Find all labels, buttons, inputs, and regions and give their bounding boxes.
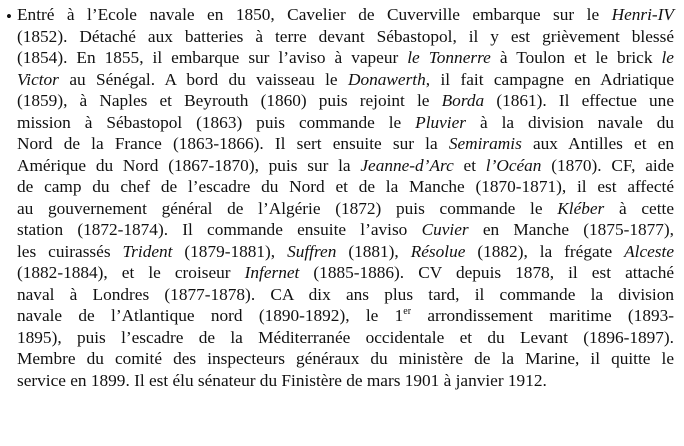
text-segment: Entré à l’Ecole navale en 1850, Cavelier de Cuverville embarque sur le xyxy=(17,5,612,24)
text-segment: naval à Londres (1877-1878). CA dix ans plus tard, il commande la division xyxy=(17,284,674,304)
text-line xyxy=(17,90,674,112)
text-segment: (1861). Il effectue une xyxy=(484,91,674,110)
text-segment: service en 1899. Il est élu sénateur du Finistère de mars 1901 à janvier 1912. xyxy=(17,370,547,390)
text-line xyxy=(17,133,674,155)
italic-ship-name: Infernet xyxy=(244,263,300,282)
italic-ship-name: Victor xyxy=(17,69,59,89)
text-segment: station (1872-1874). Il commande ensuite l’aviso xyxy=(17,220,422,239)
text-segment: au Sénégal. A bord du vaisseau le xyxy=(58,69,348,89)
text-segment: aux Antilles et en xyxy=(521,134,674,153)
text-segment: et xyxy=(453,155,486,175)
text-line xyxy=(17,370,674,392)
text-segment: (1881), xyxy=(336,241,411,261)
italic-ship-name: Jeanne-d’Arc xyxy=(360,155,454,175)
text-segment: de camp du chef de l’escadre du Nord et de la Manche (1870-1871), il est affecté xyxy=(17,177,674,196)
text-line xyxy=(17,112,674,134)
text-segment: mission à Sébastopol (1863) puis commande le xyxy=(17,112,416,132)
text-line xyxy=(17,155,674,177)
text-segment: , il fait campagne en Adriatique xyxy=(425,69,674,89)
text-segment: à Toulon et le brick xyxy=(490,48,662,67)
text-segment: (1879-1881), xyxy=(172,241,288,261)
italic-ship-name: Pluvier xyxy=(415,112,467,132)
text-segment: (1882-1884), et le croiseur xyxy=(17,263,245,282)
text-line xyxy=(17,69,674,91)
italic-ship-name: le Tonnerre xyxy=(407,48,491,67)
italic-ship-name: Kléber xyxy=(557,198,605,218)
text-segment: (1859), à Naples et Beyrouth (1860) puis rejoint le xyxy=(17,91,442,110)
text-line xyxy=(17,241,674,263)
text-segment: en Manche (1875-1877), xyxy=(468,220,674,239)
text-segment: arrondissement maritime (1893- xyxy=(411,306,675,325)
text-segment: (1854). En 1855, il embarque sur l’aviso à vapeur xyxy=(17,48,408,67)
text-segment: à la division navale du xyxy=(466,112,674,132)
biography-paragraph xyxy=(17,4,674,391)
text-line xyxy=(17,327,674,349)
text-segment: à cette xyxy=(604,198,674,218)
italic-ship-name: le xyxy=(661,48,674,67)
text-line xyxy=(17,305,674,327)
italic-ship-name: Alceste xyxy=(624,241,674,261)
text-segment: Membre du comité des inspecteurs généraux du ministère de la Marine, il quitte le xyxy=(17,349,674,368)
text-segment: navale de l’Atlantique nord (1890-1892), le 1 xyxy=(17,306,404,325)
text-segment: Amérique du Nord (1867-1870), puis sur la xyxy=(17,155,361,175)
text-line xyxy=(17,262,674,284)
italic-ship-name: l’Océan xyxy=(485,155,542,175)
superscript: er xyxy=(403,306,412,317)
text-segment: (1885-1886). CV depuis 1878, il est attaché xyxy=(299,263,675,282)
text-segment: au gouvernement général de l’Algérie (1872) puis commande le xyxy=(17,198,558,218)
text-segment: (1852). Détaché aux batteries à terre devant Sébastopol, il y est grièvement blessé xyxy=(17,26,674,46)
italic-ship-name: Résolue xyxy=(410,241,466,261)
italic-ship-name: Cuvier xyxy=(421,220,469,239)
list-bullet: • xyxy=(6,7,12,26)
italic-ship-name: Suffren xyxy=(287,241,337,261)
italic-ship-name: Donawerth xyxy=(347,69,426,89)
italic-ship-name: Borda xyxy=(441,91,485,110)
text-segment: Nord de la France (1863-1866). Il sert ensuite sur la xyxy=(17,134,449,153)
text-line xyxy=(17,198,674,220)
text-line xyxy=(17,348,674,370)
text-line xyxy=(17,47,674,69)
text-segment: 1895), puis l’escadre de la Méditerranée occidentale et du Levant (1896-1897). xyxy=(17,327,674,347)
text-segment: (1870). CF, aide xyxy=(541,155,674,175)
italic-ship-name: Henri-IV xyxy=(611,5,674,24)
text-line xyxy=(17,219,674,241)
italic-ship-name: Trident xyxy=(122,241,173,261)
italic-ship-name: Semiramis xyxy=(448,134,522,153)
text-line xyxy=(17,4,674,26)
text-line xyxy=(17,176,674,198)
text-segment: les cuirassés xyxy=(17,241,123,261)
text-segment: (1882), la frégate xyxy=(465,241,625,261)
text-line xyxy=(17,26,674,48)
text-line xyxy=(17,284,674,306)
